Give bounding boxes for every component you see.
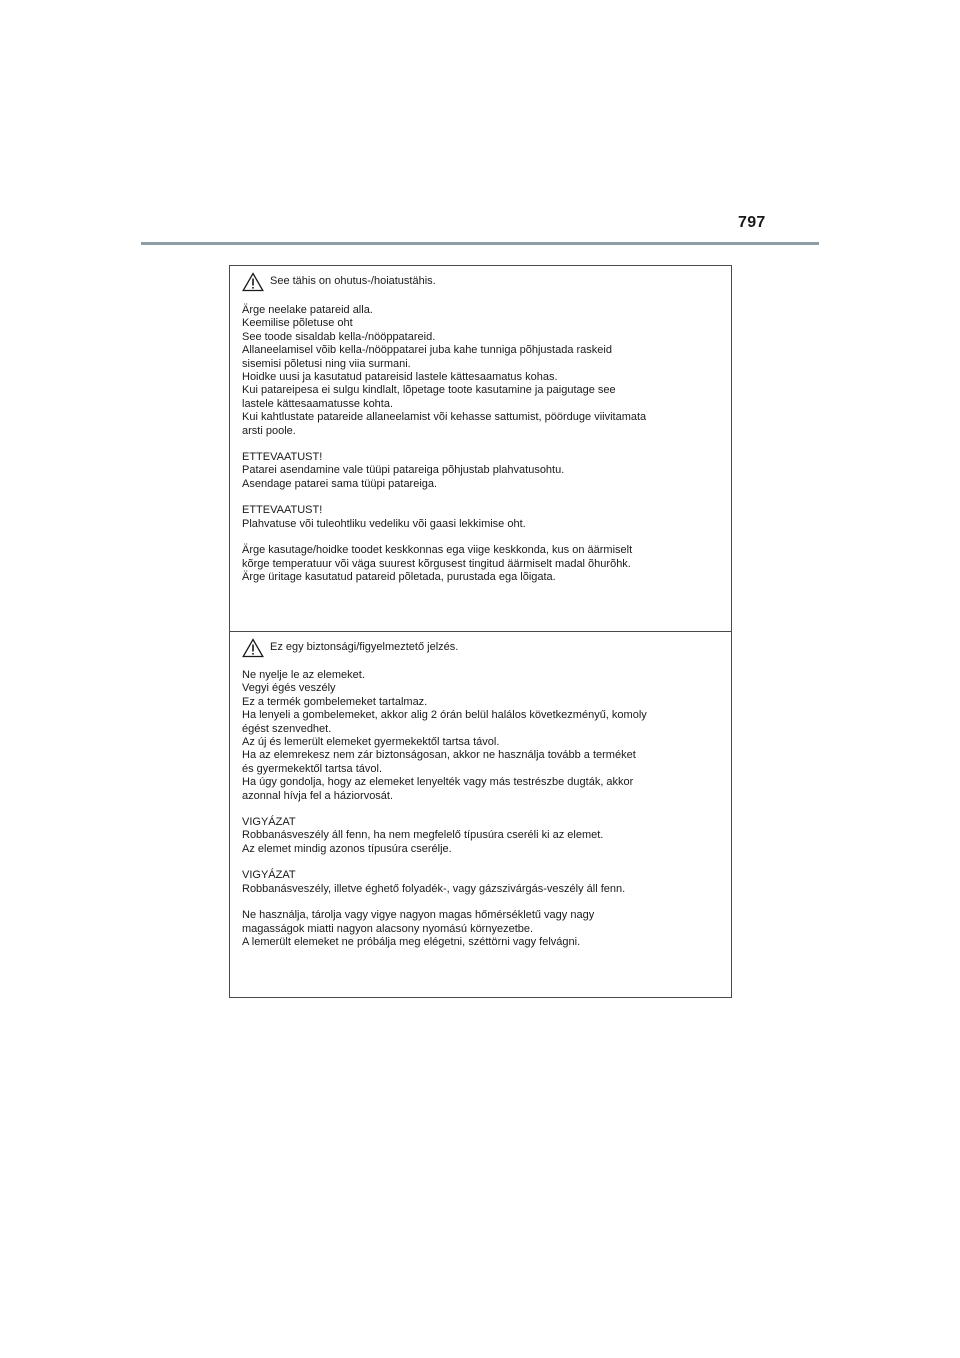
- text-paragraph: [242, 869, 725, 896]
- text-line: magasságok miatti nagyon alacsony nyomású környezetbe.: [242, 922, 534, 935]
- text-line: égést szenvedhet.: [242, 722, 332, 735]
- text-line: Ne nyelje le az elemeket.: [242, 669, 365, 681]
- text-line: Allaneelamisel võib kella-/nööppatarei juba kahe tunniga põhjustada raskeid: [242, 344, 612, 357]
- text-line: lastele kättesaamatusse kohta.: [242, 397, 394, 410]
- text-line: Kui kahtlustate patareide allaneelamist või kehasse sattumist, pöörduge viivitamata: [242, 411, 647, 424]
- text-line: Robbanásveszély áll fenn, ha nem megfelelő típusúra cseréli ki az elemet.: [242, 829, 604, 842]
- text-paragraph: [242, 816, 725, 856]
- warning-triangle-icon: [242, 638, 264, 658]
- text-line: Kui patareipesa ei sulgu kindlalt, lõpetage toote kasutamine ja paigutage see: [242, 384, 616, 397]
- text-line: VIGYÁZAT: [242, 869, 296, 882]
- text-line: Keemilise põletuse oht: [242, 317, 353, 330]
- warning-heading: See tähis on ohutus-/hoiatustähis.: [270, 275, 436, 288]
- text-paragraph: [242, 304, 725, 438]
- estonian-text-blocks: [242, 304, 725, 597]
- text-line: Ne használja, tárolja vagy vigye nagyon magas hőmérsékletű vagy nagy: [242, 909, 595, 922]
- text-paragraph: [242, 504, 725, 531]
- text-line: VIGYÁZAT: [242, 816, 296, 829]
- text-line: ETTEVAATUST!: [242, 451, 323, 464]
- text-line: Robbanásveszély, illetve éghető folyadék-, vagy gázszivárgás-veszély áll fenn.: [242, 882, 626, 895]
- text-line: sisemisi põletusi ning viia surmani.: [242, 357, 411, 370]
- warning-heading-row: [242, 638, 458, 658]
- text-line: A lemerült elemeket ne próbálja meg elégetni, széttörni vagy felvágni.: [242, 935, 581, 948]
- text-line: Ha úgy gondolja, hogy az elemeket lenyelték vagy más testrészbe dugták, akkor: [242, 776, 634, 789]
- hungarian-text-blocks: [242, 669, 725, 962]
- battery-warning-notice: [229, 265, 732, 998]
- text-paragraph: [242, 669, 725, 803]
- text-line: azonnal hívja fel a háziorvosát.: [242, 789, 394, 802]
- text-paragraph: [242, 451, 725, 491]
- text-line: kõrge temperatuur või väga suurest kõrgusest tingitud äärmiselt madal õhurõhk.: [242, 557, 631, 570]
- warning-triangle-icon: [242, 272, 264, 292]
- warning-heading-row: [242, 272, 436, 292]
- text-line: Az elemet mindig azonos típusúra cserélje.: [242, 842, 452, 855]
- text-line: See toode sisaldab kella-/nööppatareid.: [242, 330, 436, 343]
- header-rule: [141, 242, 819, 245]
- text-line: Ha az elemrekesz nem zár biztonságosan, akkor ne használja tovább a terméket: [242, 749, 636, 762]
- text-line: Ärge kasutage/hoidke toodet keskkonnas ega viige keskkonda, kus on äärmiselt: [242, 544, 633, 557]
- text-line: Patarei asendamine vale tüüpi patareiga põhjustab plahvatusohtu.: [242, 464, 565, 477]
- text-paragraph: [242, 909, 725, 949]
- text-line: Az új és lemerült elemeket gyermekektől tartsa távol.: [242, 736, 500, 749]
- text-line: arsti poole.: [242, 424, 296, 437]
- text-paragraph: [242, 544, 725, 584]
- warning-heading: Ez egy biztonsági/figyelmeztető jelzés.: [270, 641, 459, 654]
- text-line: Ha lenyeli a gombelemeket, akkor alig 2 órán belül halálos következményű, komoly: [242, 709, 647, 722]
- text-line: Asendage patarei sama tüüpi patareiga.: [242, 477, 438, 490]
- text-line: Vegyi égés veszély: [242, 682, 336, 695]
- hungarian-section: [230, 632, 731, 998]
- text-line: Ez a termék gombelemeket tartalmaz.: [242, 695, 428, 708]
- text-line: és gyermekektől tartsa távol.: [242, 762, 383, 775]
- page-number: 797: [738, 214, 766, 231]
- estonian-section: [230, 266, 731, 632]
- text-line: Ärge üritage kasutatud patareid põletada, purustada ega lõigata.: [242, 570, 556, 583]
- text-line: Plahvatuse või tuleohtliku vedeliku või gaasi lekkimise oht.: [242, 517, 526, 530]
- text-line: Ärge neelake patareid alla.: [242, 304, 373, 316]
- text-line: Hoidke uusi ja kasutatud patareisid lastele kättesaamatus kohas.: [242, 371, 558, 384]
- text-line: ETTEVAATUST!: [242, 504, 323, 517]
